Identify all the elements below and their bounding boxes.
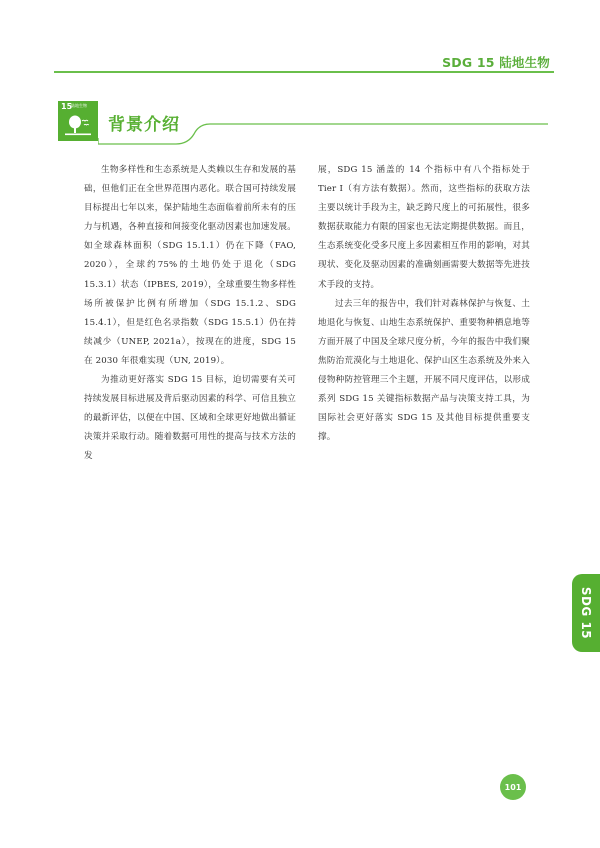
paragraph: 过去三年的报告中，我们针对森林保护与恢复、土地退化与恢复、山地生态系统保护、重要物种栖息地等方面开展了中国及全球尺度分析，今年的报告中我们聚焦防治荒漠化与土地退化、保护山区生态系统及外来入侵物种防控管理三个主题，开展不同尺度评估，以形成系列 SDG 15 关键指标数据产品与决策支持工具，为国际社会更好落实 SDG 15 及其他目标提供重要支撑。 <box>318 298 530 443</box>
side-tab-label: SDG 15 <box>579 586 593 640</box>
side-tab <box>572 574 600 652</box>
sdg-badge <box>58 101 98 141</box>
paragraph: 生物多样性和生态系统是人类赖以生存和发展的基础，但他们正在全世界范围内恶化。联合国可持续发展目标提出七年以来，保护陆地生态面临着前所未有的压力与机遇，各种直接和间接变化驱动因素也加速发展。如全球森林面积（SDG 15.1.1）仍在下降（FAO, 2020），全球约75%的土地仍处于退化（SDG 15.3.1）状态（IPBES, 2019），全球重要生物多样性场所被保护比例有所增加（SDG 15.1.2、SDG 15.4.1），但是红色名录指数（SDG 15.5.1）仍在持续减少（UNEP, 2021a），按现在的进度，SDG 15 在 2030 年很难实现（UN, 2019）。 <box>84 165 296 366</box>
page-number: 101 <box>500 774 526 800</box>
header-title: SDG 15 陆地生物 <box>442 55 550 70</box>
header-rule <box>54 71 554 73</box>
paragraph: 为推动更好落实 SDG 15 目标，迫切需要有关可持续发展目标进展及背后驱动因素的科学、可信且独立的最新评估，以便在中国、区域和全球更好地做出循证决策并采取行动。随着数据可用性的提高与技术方法的发 <box>84 375 296 462</box>
body-column-left <box>84 161 296 467</box>
badge-label: 陆地生物 <box>71 103 87 108</box>
badge-number: 15 <box>61 102 73 111</box>
section-title: 背景介绍 <box>108 115 180 135</box>
body-column-right <box>318 161 530 447</box>
paragraph-continuation: 展，SDG 15 涵盖的 14 个指标中有八个指标处于 Tier I（有方法有数据）。然而，这些指标的获取方法主要以统计手段为主，缺乏跨尺度上的可拓展性，很多数据获取能力有限的国家也无法定期提供数据。而且，生态系统变化受多尺度上多因素相互作用的影响，对其现状、变化及驱动因素的准确刻画需要大数据等先进技术手段的支持。 <box>318 165 530 290</box>
tree-and-birds-icon <box>62 114 94 138</box>
